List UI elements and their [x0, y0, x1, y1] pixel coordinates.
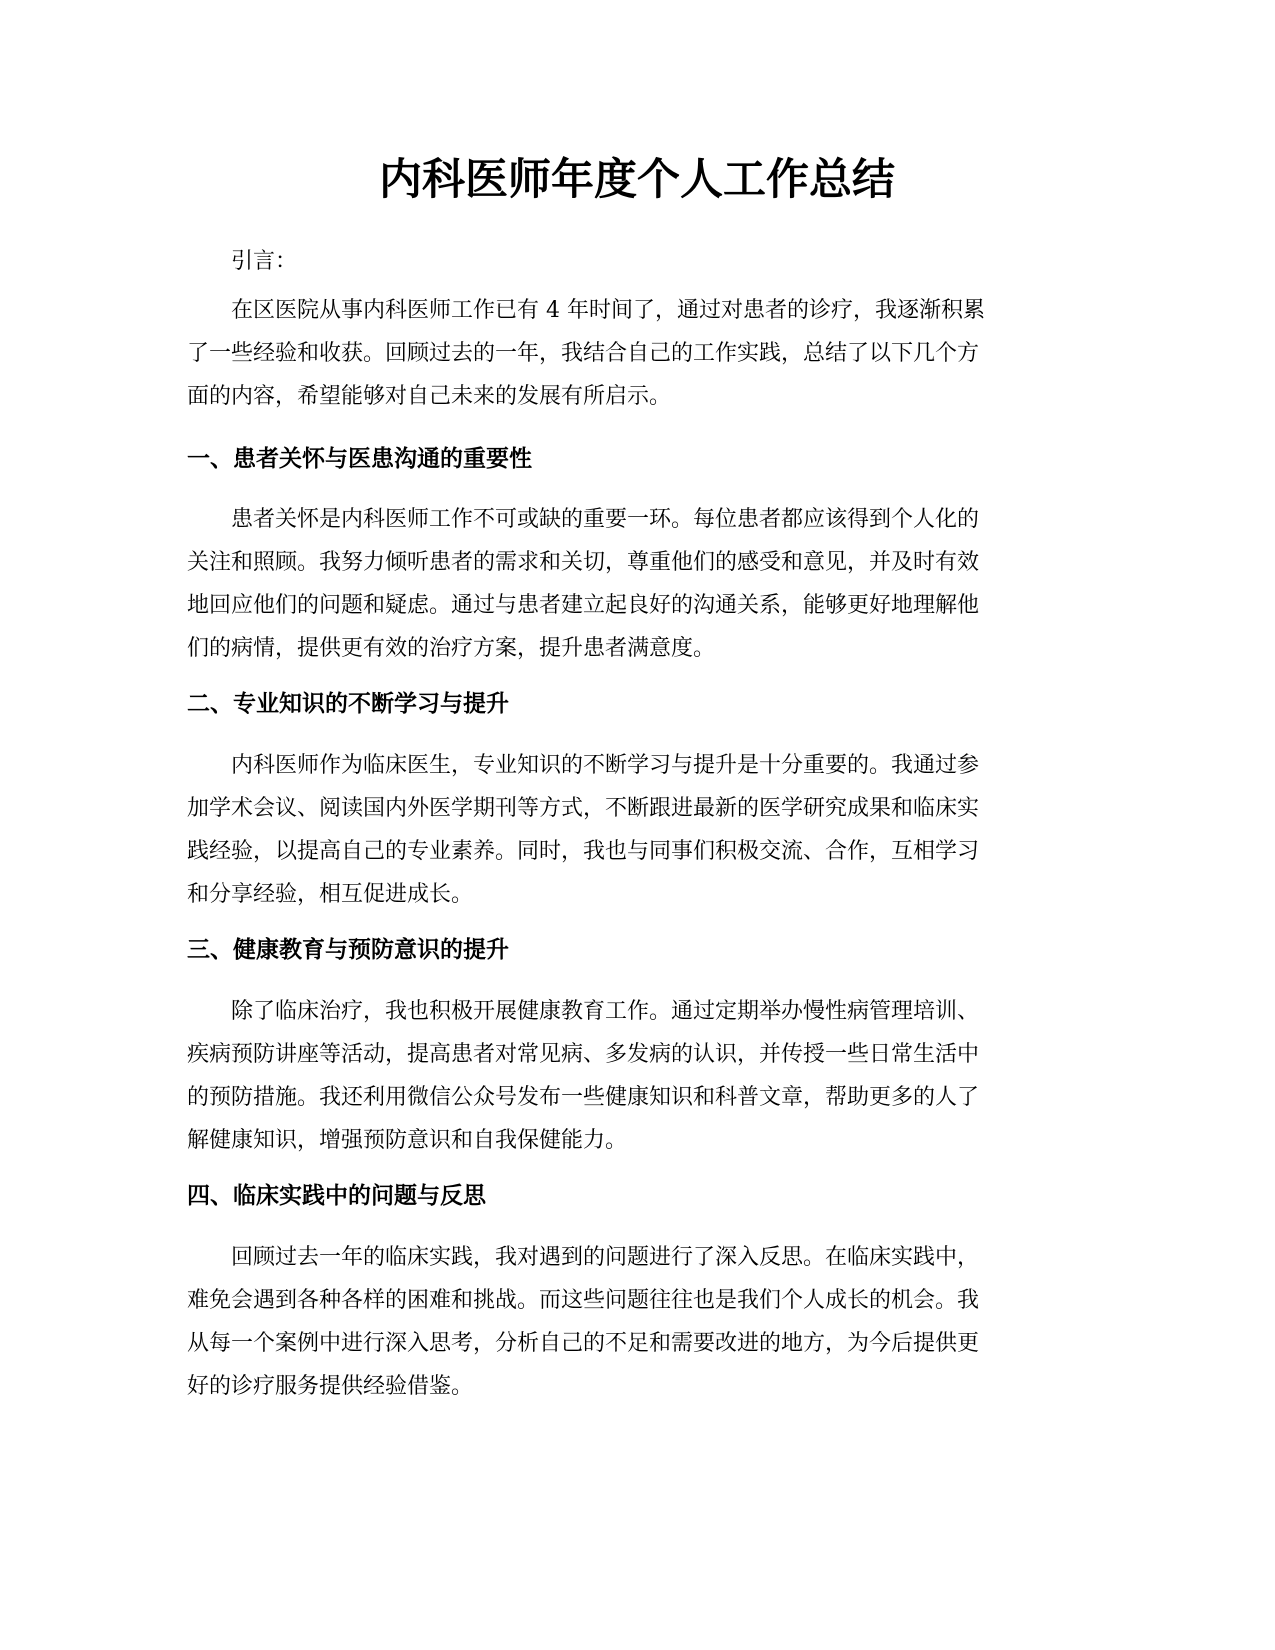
paragraph-line: 患者关怀是内科医师工作不可或缺的重要一环。每位患者都应该得到个人化的 [231, 507, 980, 532]
paragraph-line: 在区医院从事内科医师工作已有 4 年时间了，通过对患者的诊疗，我逐渐积累 [231, 298, 985, 323]
intro-label: 引言： [231, 249, 298, 274]
paragraph-line: 们的病情，提供更有效的治疗方案，提升患者满意度。 [187, 636, 716, 661]
paragraph-line: 关注和照顾。我努力倾听患者的需求和关切，尊重他们的感受和意见，并及时有效 [187, 550, 980, 575]
paragraph-line: 面的内容，希望能够对自己未来的发展有所启示。 [187, 384, 672, 409]
paragraph-line: 难免会遇到各种各样的困难和挑战。而这些问题往往也是我们个人成长的机会。我 [187, 1288, 980, 1313]
section-heading-1: 一、患者关怀与医患沟通的重要性 [187, 446, 532, 472]
section-paragraph-2 [187, 744, 1087, 916]
paragraph-line: 从每一个案例中进行深入思考，分析自己的不足和需要改进的地方，为今后提供更 [187, 1331, 980, 1356]
paragraph-line: 了一些经验和收获。回顾过去的一年，我结合自己的工作实践，总结了以下几个方 [187, 341, 980, 366]
paragraph-line: 地回应他们的问题和疑虑。通过与患者建立起良好的沟通关系，能够更好地理解他 [187, 593, 980, 618]
section-heading-2: 二、专业知识的不断学习与提升 [187, 691, 509, 717]
paragraph-line: 加学术会议、阅读国内外医学期刊等方式，不断跟进最新的医学研究成果和临床实 [187, 796, 980, 821]
section-paragraph-3 [187, 990, 1087, 1162]
page-title: 内科医师年度个人工作总结 [379, 155, 895, 205]
paragraph-line: 和分享经验，相互促进成长。 [187, 882, 474, 907]
section-heading-3: 三、健康教育与预防意识的提升 [187, 937, 509, 963]
paragraph-line: 解健康知识，增强预防意识和自我保健能力。 [187, 1128, 628, 1153]
section-paragraph-1 [187, 498, 1087, 670]
paragraph-line: 除了临床治疗，我也积极开展健康教育工作。通过定期举办慢性病管理培训、 [231, 999, 980, 1024]
paragraph-line: 内科医师作为临床医生，专业知识的不断学习与提升是十分重要的。我通过参 [231, 753, 980, 778]
paragraph-line: 的预防措施。我还利用微信公众号发布一些健康知识和科普文章，帮助更多的人了 [187, 1085, 980, 1110]
paragraph-line: 践经验，以提高自己的专业素养。同时，我也与同事们积极交流、合作，互相学习 [187, 839, 980, 864]
section-heading-4: 四、临床实践中的问题与反思 [187, 1183, 486, 1209]
paragraph-line: 回顾过去一年的临床实践，我对遇到的问题进行了深入反思。在临床实践中， [231, 1245, 980, 1270]
section-paragraph-4 [187, 1236, 1087, 1408]
paragraph-line: 好的诊疗服务提供经验借鉴。 [187, 1374, 474, 1399]
intro-paragraph [187, 289, 1087, 418]
paragraph-line: 疾病预防讲座等活动，提高患者对常见病、多发病的认识，并传授一些日常生活中 [187, 1042, 980, 1067]
